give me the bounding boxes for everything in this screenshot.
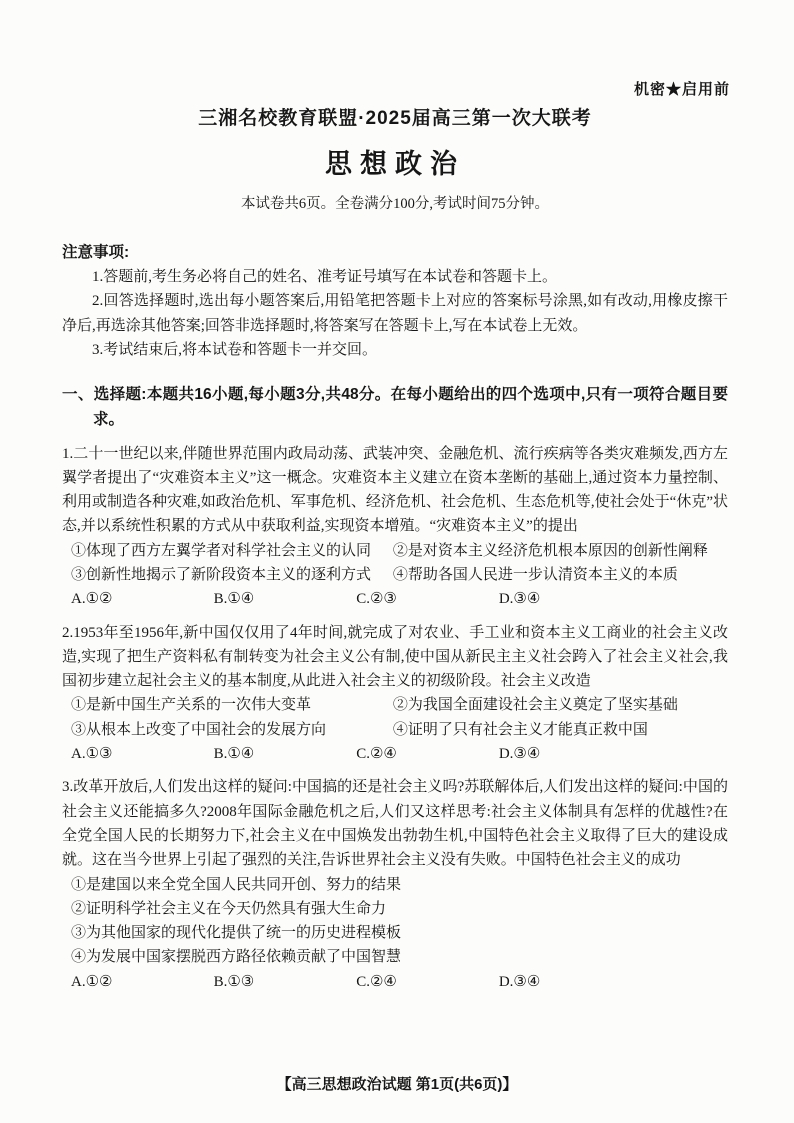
question-2-choice-d: D.③④ (498, 746, 541, 763)
subject-title: 思想政治 (325, 148, 465, 179)
question-2-option-2: ②为我国全面建设社会主义奠定了坚实基础 (392, 697, 678, 714)
page-footer: 【高三思想政治试题 第1页(共6页)】 (276, 1075, 518, 1093)
question-2-stem: 2.1953年至1956年,新中国仅仅用了4年时间,就完成了对农业、手工业和资本主义工商业的社会主义改造,实现了把生产资料私有制转变为社会主义公有制,使中国从新民主主义社会跨入了社会主义社会,我国初步建立起社会主义的基本制度,从此进入社会主义的初级阶段。社会主义改造 (62, 624, 728, 690)
question-1-choice-d: D.③④ (498, 591, 541, 608)
question-3-option-4: ④为发展中国家摆脱西方路径依赖贡献了中国智慧 (71, 949, 402, 966)
question-1-option-3: ③创新性地揭示了新阶段资本主义的逐利方式 (71, 566, 372, 583)
question-3-stem: 3.改革开放后,人们发出这样的疑问:中国搞的还是社会主义吗?苏联解体后,人们发出这样的疑问:中国的社会主义还能搞多久?2008年国际金融危机之后,人们又这样思考:社会主义体制具有怎样的优越性?在全党全国人民的长期努力下,社会主义在中国焕发出勃勃生机,中国特色社会主义取得了巨大的建设成就。这在当今世界上引起了强烈的关注,告诉世界社会主义没有失败。中国特色社会主义的成功 (62, 779, 728, 869)
question-2 (62, 621, 728, 767)
question-1-choices (62, 587, 641, 611)
exam-league-title: 三湘名校教育联盟·2025届高三第一次大联考 (198, 108, 592, 129)
question-1 (62, 442, 728, 612)
question-3-option-3: ③为其他国家的现代化提供了统一的历史进程模板 (71, 925, 402, 942)
security-label: 机密★启用前 (633, 82, 730, 98)
question-2-choice-c: C.②④ (356, 746, 397, 763)
question-1-choice-c: C.②③ (356, 591, 397, 608)
question-3-choice-b: B.①③ (213, 973, 255, 990)
question-2-choice-a: A.①③ (71, 746, 113, 763)
question-1-choice-b: B.①④ (213, 591, 255, 608)
notice-title: 注意事项: (62, 243, 130, 261)
exam-info-line: 本试卷共6页。全卷满分100分,考试时间75分钟。 (240, 195, 550, 212)
question-3-choice-d: D.③④ (498, 973, 541, 990)
question-3 (62, 775, 728, 994)
notice-item-3: 3.考试结束后,将本试卷和答题卡一并交回。 (92, 341, 378, 358)
notice-item-1: 1.答题前,考生务必将自己的姓名、准考证号填写在本试卷和答题卡上。 (92, 269, 558, 286)
question-1-option-1: ①体现了西方左翼学者对科学社会主义的认同 (71, 542, 372, 559)
question-3-option-1: ①是建国以来全党全国人民共同开创、努力的结果 (71, 876, 402, 893)
question-2-choice-b: B.①④ (213, 746, 255, 763)
question-2-option-4: ④证明了只有社会主义才能真正救中国 (392, 721, 648, 738)
question-3-option-2: ②证明科学社会主义在今天仍然具有强大生命力 (71, 900, 387, 917)
question-3-options (62, 873, 728, 970)
question-1-stem: 1.二十一世纪以来,伴随世界范围内政局动荡、武装冲突、金融危机、流行疾病等各类灾难频发,西方左翼学者提出了“灾难资本主义”这一概念。灾难资本主义建立在资本垄断的基础上,通过资本力量控制、利用或制造各种灾难,如政治危机、军事危机、经济危机、社会危机、生态危机等,使社会处于“休克”状态,并以系统性积累的方式从中获取利益,实现资本增殖。“灾难资本主义”的提出 (62, 445, 728, 535)
question-1-option-4: ④帮助各国人民进一步认清资本主义的本质 (392, 566, 678, 583)
question-1-options (62, 539, 728, 588)
question-2-option-3: ③从根本上改变了中国社会的发展方向 (71, 721, 327, 738)
question-3-choices (62, 970, 641, 994)
question-1-choice-a: A.①② (71, 591, 113, 608)
section-one-title: 一、选择题:本题共16小题,每小题3分,共48分。在每小题给出的四个选项中,只有一项符合题目要求。 (62, 386, 728, 429)
question-1-option-2: ②是对资本主义经济危机根本原因的创新性阐释 (392, 542, 708, 559)
notice-item-2: 2.回答选择题时,选出每小题答案后,用铅笔把答题卡上对应的答案标号涂黑,如有改动,用橡皮擦干净后,再选涂其他答案;回答非选择题时,将答案写在答题卡上,写在本试卷上无效。 (62, 293, 728, 334)
question-2-choices (62, 742, 641, 766)
question-3-choice-c: C.②④ (356, 973, 397, 990)
question-3-choice-a: A.①② (71, 973, 113, 990)
question-2-option-1: ①是新中国生产关系的一次伟大变革 (71, 697, 312, 714)
question-2-options (62, 693, 728, 742)
